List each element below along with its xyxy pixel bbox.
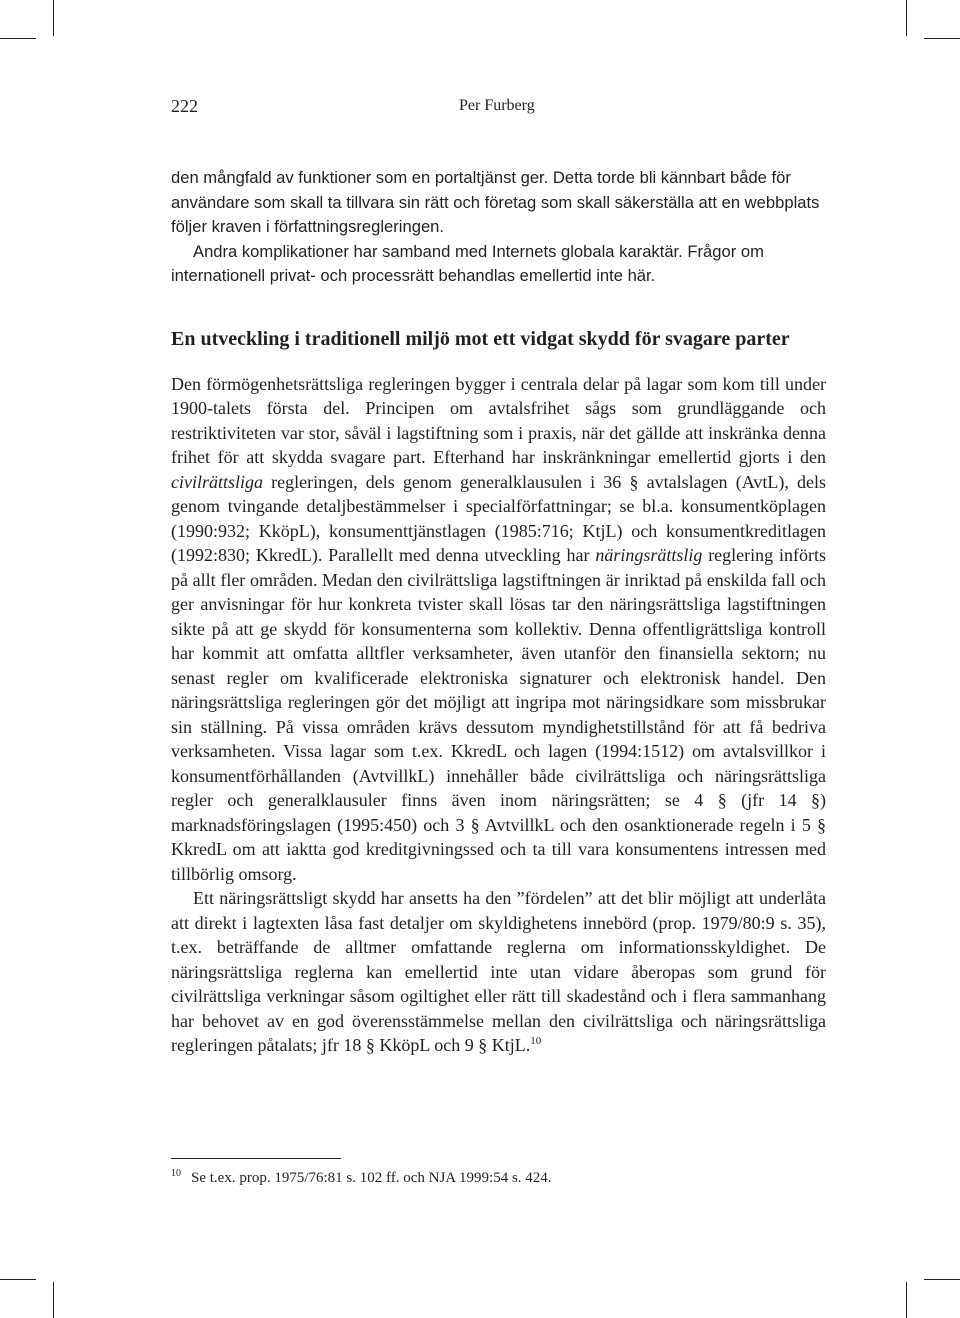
crop-mark xyxy=(53,0,54,36)
intro-paragraph: den mångfald av funktioner som en portaltjänst ger. Detta torde bli kännbart både för användare som skall ta tillvara sin rätt och företag som skall säkerställa att en webbplats följer kraven i författningsregleringen. xyxy=(171,168,820,236)
footnote-text: Se t.ex. prop. 1975/76:81 s. 102 ff. och NJA 1999:54 s. 424. xyxy=(191,1170,552,1186)
crop-mark xyxy=(906,1282,907,1318)
page-body xyxy=(171,166,826,1058)
body-text: reglering införts på allt fler områden. Medan den civilrättsliga lagstiftningen är inriktad på enskilda fall och ger anvisningar för hur konkreta tvister skall lösas tar den näringsrättsliga lagstiftningen sikte på att ge skydd för konsumenterna som kollektiv. Denna offentligrättsliga kontroll har kommit att omfatta alltfler verksamheter, även utanför den finansiella sektorn; nu senast regler om kvalificerade elektroniska signaturer och elektronisk handel. Den näringsrättsliga regleringen gör det möjligt att ingripa mot näringsidkare som missbrukar sin ställning. På vissa områden krävs dessutom myndighetstillstånd för att få bedriva verksamheten. Vissa lagar som t.ex. KkredL och lagen (1994:1512) om avtalsvillkor i konsumentförhållanden (AvtvillkL) innehåller både civilrättsliga och näringsrättsliga regler och generalklausuler finns även inom näringsrätten; se 4 § (jfr 14 §) marknadsföringslagen (1995:450) och 3 § AvtvillkL och den osanktionerade regeln i 5 § KkredL om att iaktta god kreditgivningssed och ta till vara konsumentens intressen med tillbörlig omsorg. xyxy=(171,545,826,884)
running-header-author: Per Furberg xyxy=(459,97,535,114)
crop-mark xyxy=(906,0,907,36)
crop-mark xyxy=(924,38,960,39)
crop-mark xyxy=(924,1279,960,1280)
emphasis-term: civilrättsliga xyxy=(171,471,263,492)
body-text: Ett näringsrättsligt skydd har ansetts ha den ”fördelen” att det blir möjligt att underlåta att direkt i lagtexten låsa fast detaljer om skyldighetens innebörd (prop. 1979/80:9 s. 35), t.ex. beträffande de alltmer omfattande reglerna om informationsskyldighet. De näringsrättsliga reglerna kan emellertid inte utan vidare åberopas som grund för civilrättsliga verkningar såsom ogiltighet eller rätt till skadestånd och i flera sammanhang har behovet av en god överensstämmelse mellan den civilrättsliga och näringsrättsliga regleringen påtalats; jfr 18 § KköpL och 9 § KtjL. xyxy=(171,888,826,1055)
crop-mark xyxy=(0,1279,36,1280)
emphasis-term: näringsrättslig xyxy=(595,545,703,565)
footnote-reference[interactable]: 10 xyxy=(530,1035,542,1047)
crop-mark xyxy=(53,1282,54,1318)
body-text: Den förmögenhetsrättsliga regleringen bygger i centrala delar på lagar som kom till under 1900-talets första del. Principen om avtalsfrihet sågs som grundläggande och restriktiviteten var stor, såväl i lagstiftning som i praxis, när det gällde att inskränka denna frihet för att skydda svagare part. Efterhand har inskränkningar emellertid gjorts i den xyxy=(171,373,826,467)
section-heading: En utveckling i traditionell miljö mot ett vidgat skydd för svagare parter xyxy=(171,327,790,350)
crop-mark xyxy=(0,38,36,39)
footnote xyxy=(171,1168,552,1188)
body-text: regleringen, dels genom generalklausulen i 36 § avtalslagen (AvtL), dels genom tvingande detaljbestämmelser i specialförfattningar; se bl.a. konsumentköplagen (1990:932; KköpL), konsumenttjänstlagen (1985:716; KtjL) och konsumentkreditlagen (1992:830; KkredL). Parallellt med denna utveckling har xyxy=(171,471,826,565)
footnote-number: 10 xyxy=(171,1168,181,1179)
body-paragraph xyxy=(171,372,826,887)
body-paragraph xyxy=(171,886,826,1058)
page-number: 222 xyxy=(171,96,198,116)
intro-paragraph: Andra komplikationer har samband med Internets globala karaktär. Frågor om internationell privat- och processrätt behandlas emellertid inte här. xyxy=(171,241,764,285)
footnote-separator xyxy=(171,1158,341,1159)
